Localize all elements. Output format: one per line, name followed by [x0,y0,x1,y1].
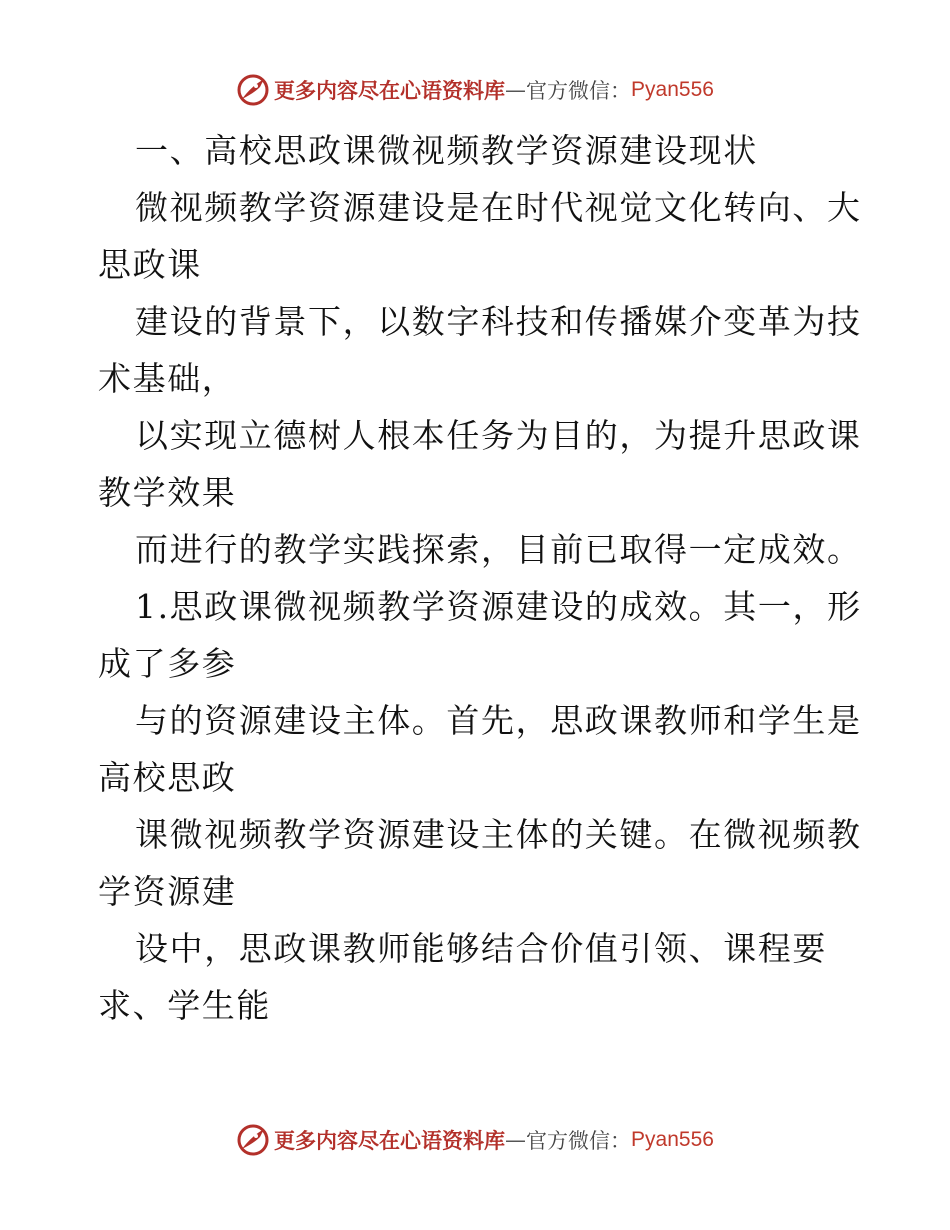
text-line: 求、学生能 [98,986,271,1025]
watermark-wechat-id: Pyan556 [631,1128,714,1151]
pen-nib-logo-icon [236,73,270,107]
section-heading: 一、高校思政课微视频教学资源建设现状 [135,131,758,170]
watermark-title: 更多内容尽在心语资料库 [274,78,506,103]
text-line: 设中，思政课教师能够结合价值引领、课程要 [135,929,827,968]
header-watermark [0,70,950,110]
text-line: 以实现立德树人根本任务为目的，为提升思政课 [135,416,862,455]
text-line: 建设的背景下，以数字科技和传播媒介变革为技 [135,302,862,341]
text-line: 成了多参 [98,644,237,683]
text-line: 与的资源建设主体。首先，思政课教师和学生是 [135,701,862,740]
footer-watermark [0,1120,950,1160]
text-line: 学资源建 [98,872,237,911]
watermark-wechat-label: 官方微信： [526,79,632,103]
pen-nib-logo-icon [236,1123,270,1157]
watermark-wechat-id: Pyan556 [631,78,714,101]
text-line: 思政课 [98,245,202,284]
watermark-wechat-label: 官方微信： [526,1129,632,1153]
text-line: 1.思政课微视频教学资源建设的成效。其一，形 [135,587,862,626]
text-line: 术基础， [98,359,237,398]
text-line: 教学效果 [98,473,237,512]
watermark-title: 更多内容尽在心语资料库 [274,1128,506,1153]
text-line: 而进行的教学实践探索，目前已取得一定成效。 [135,530,862,569]
watermark-dash: — [505,78,527,102]
watermark-dash: — [505,1128,527,1152]
text-line: 课微视频教学资源建设主体的关键。在微视频教 [135,815,862,854]
document-body [98,122,862,1034]
text-line: 高校思政 [98,758,237,797]
text-line: 微视频教学资源建设是在时代视觉文化转向、大 [135,188,862,227]
